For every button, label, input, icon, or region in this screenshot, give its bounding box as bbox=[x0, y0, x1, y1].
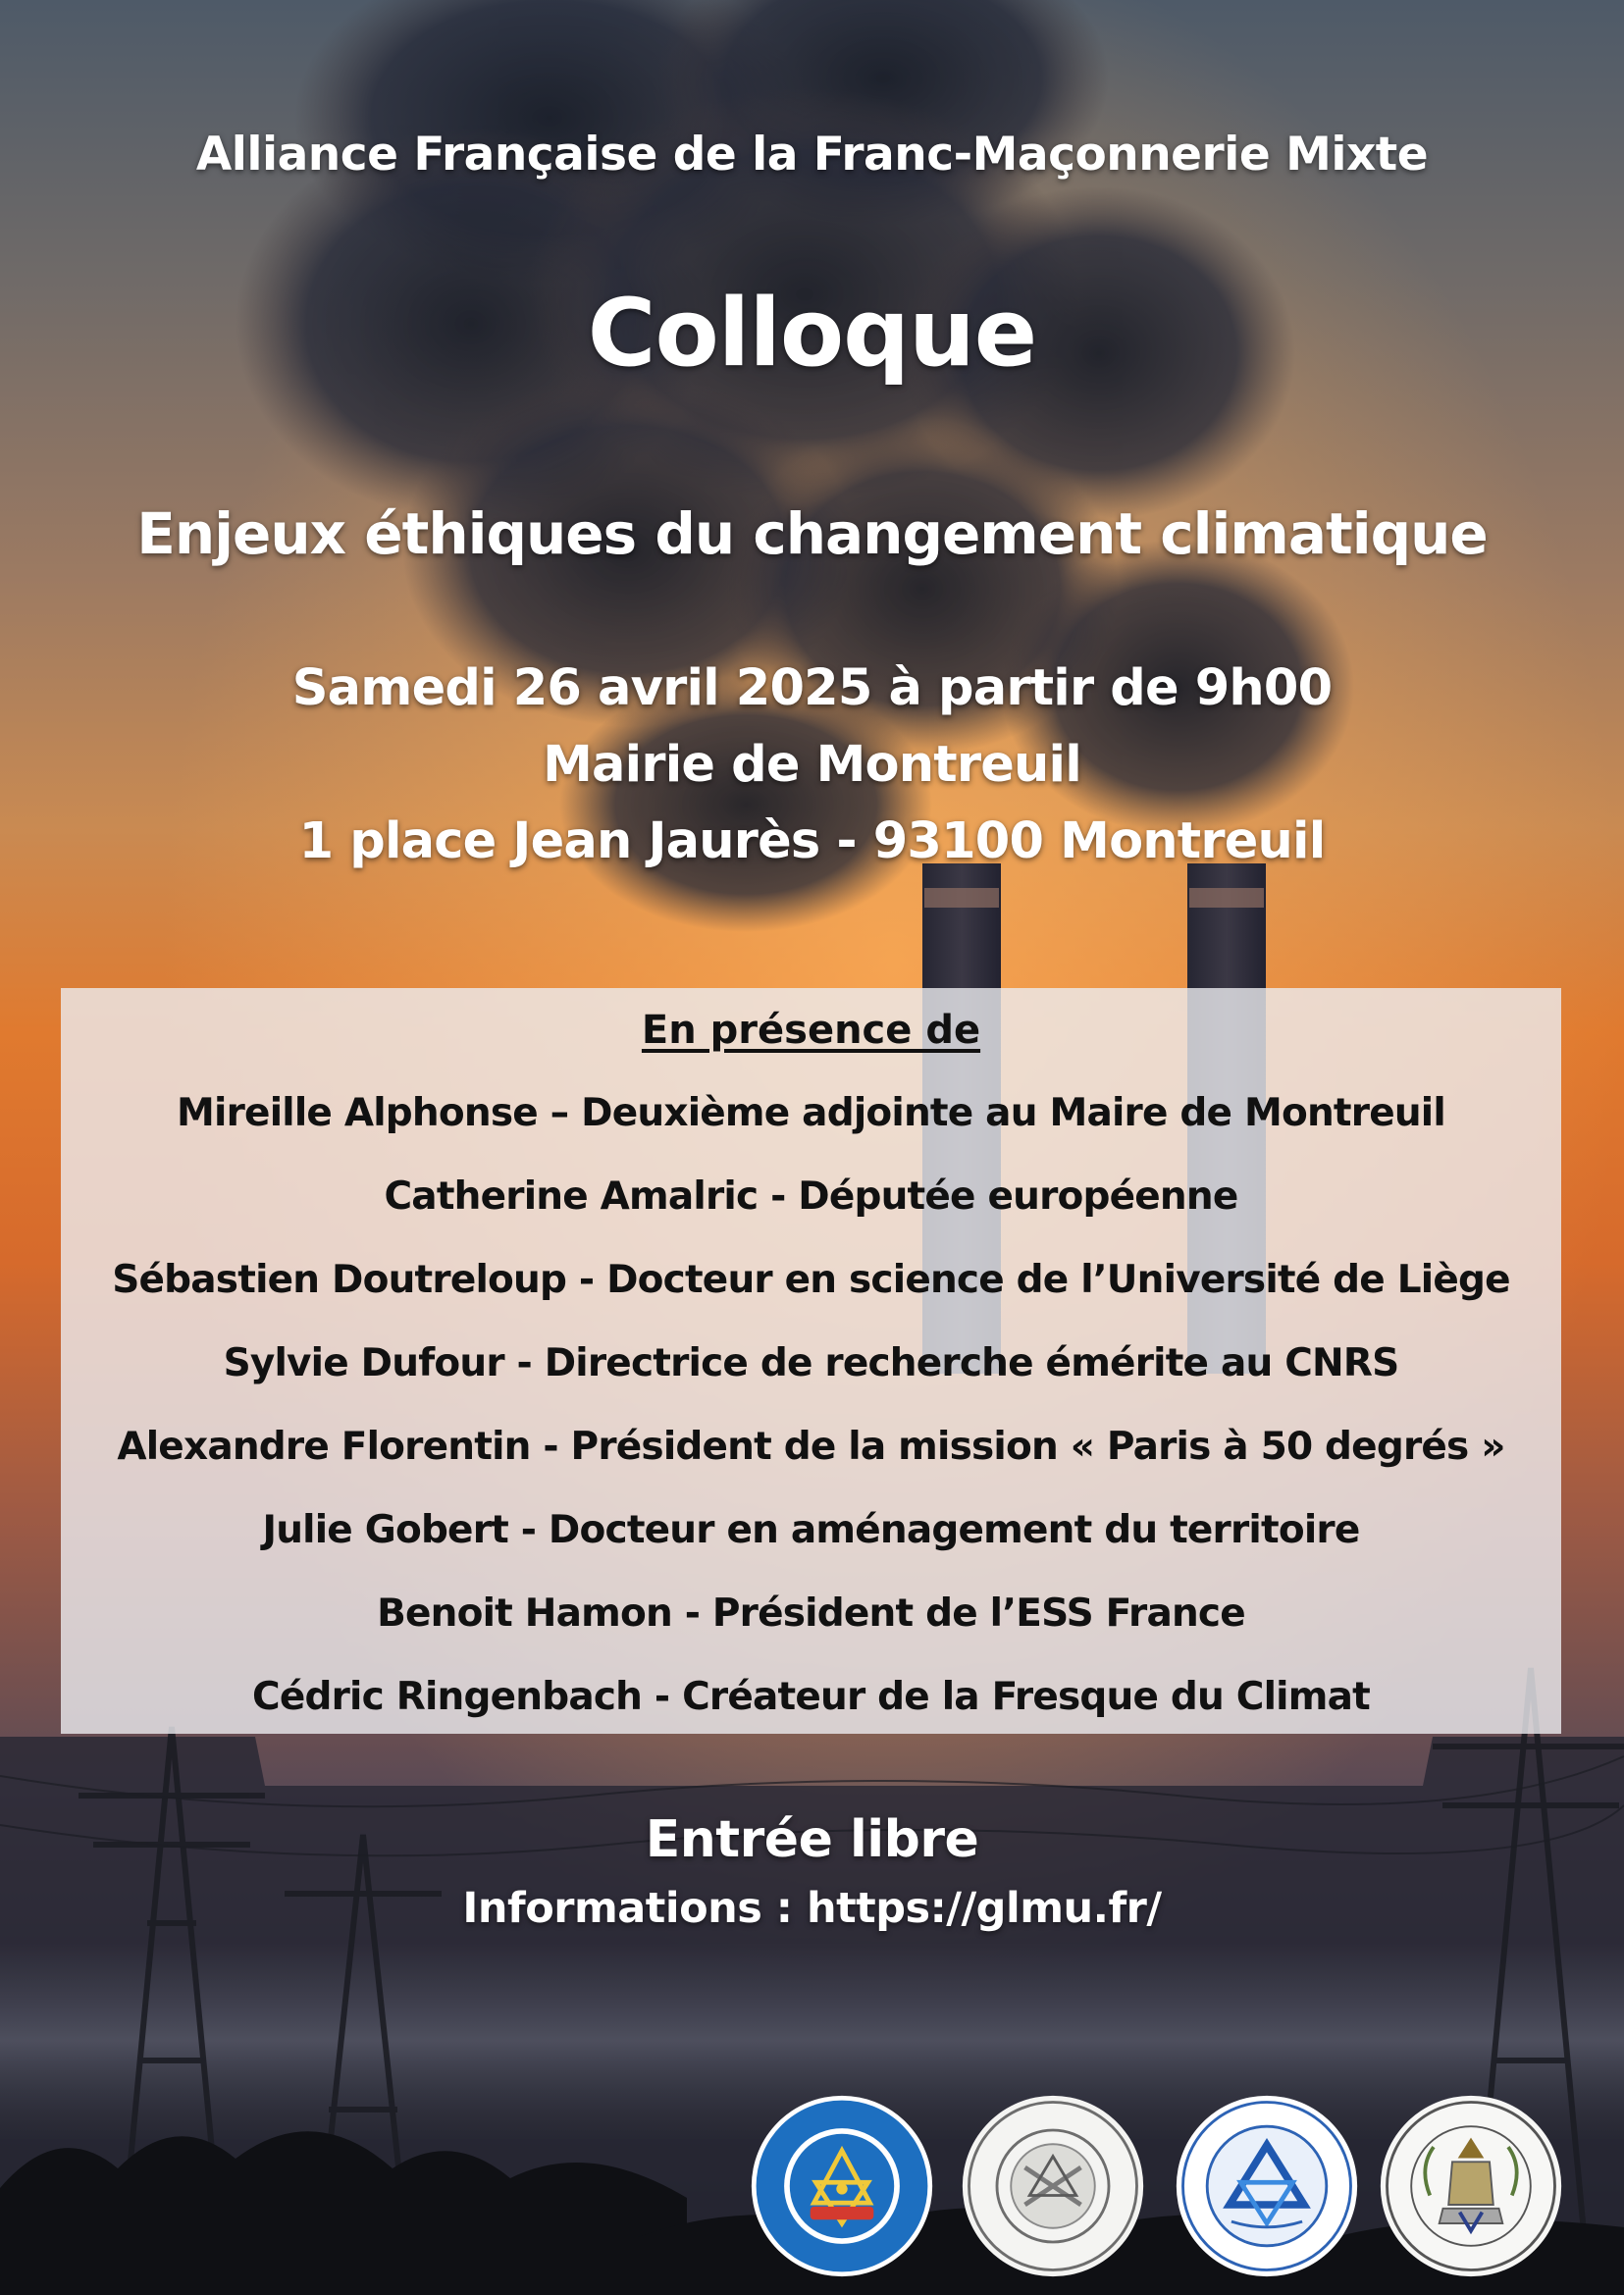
speaker-item: Mireille Alphonse – Deuxième adjointe au Maire de Montreuil bbox=[177, 1091, 1445, 1135]
speaker-item: Catherine Amalric - Députée européenne bbox=[384, 1174, 1238, 1219]
speakers-panel bbox=[61, 988, 1561, 1734]
grande-loge-mixte-universelle-seal bbox=[1174, 2093, 1360, 2279]
speaker-item: Sébastien Doutreloup - Docteur en science de l’Université de Liège bbox=[112, 1258, 1510, 1302]
event-address: 1 place Jean Jaurès - 93100 Montreuil bbox=[298, 812, 1326, 870]
speakers-list bbox=[61, 1081, 1561, 1748]
ordre-maconnique-mixte-international-seal bbox=[749, 2093, 935, 2279]
speaker-item: Cédric Ringenbach - Créateur de la Fresque du Climat bbox=[252, 1675, 1370, 1719]
gran-oriente-latinoamericano-seal bbox=[1378, 2093, 1564, 2279]
speaker-item: Benoit Hamon - Président de l’ESS France bbox=[377, 1591, 1245, 1636]
speaker-item: Sylvie Dufour - Directrice de recherche émérite au CNRS bbox=[223, 1341, 1399, 1385]
organization-title: Alliance Française de la Franc-Maçonnerie Mixte bbox=[195, 128, 1429, 182]
event-subtitle: Enjeux éthiques du changement climatique bbox=[136, 500, 1488, 567]
grande-loge-mixte-de-france-seal bbox=[960, 2093, 1146, 2279]
event-date-time: Samedi 26 avril 2025 à partir de 9h00 bbox=[291, 659, 1333, 717]
speaker-item: Julie Gobert - Docteur en aménagement du territoire bbox=[262, 1508, 1360, 1552]
speaker-item: Alexandre Florentin - Président de la mission « Paris à 50 degrés » bbox=[117, 1425, 1505, 1469]
event-venue: Mairie de Montreuil bbox=[543, 736, 1081, 794]
info-link: Informations : https://glmu.fr/ bbox=[462, 1884, 1162, 1933]
entry-notice: Entrée libre bbox=[645, 1810, 979, 1869]
event-type-title: Colloque bbox=[587, 280, 1037, 388]
speakers-heading: En présence de bbox=[641, 1008, 981, 1053]
